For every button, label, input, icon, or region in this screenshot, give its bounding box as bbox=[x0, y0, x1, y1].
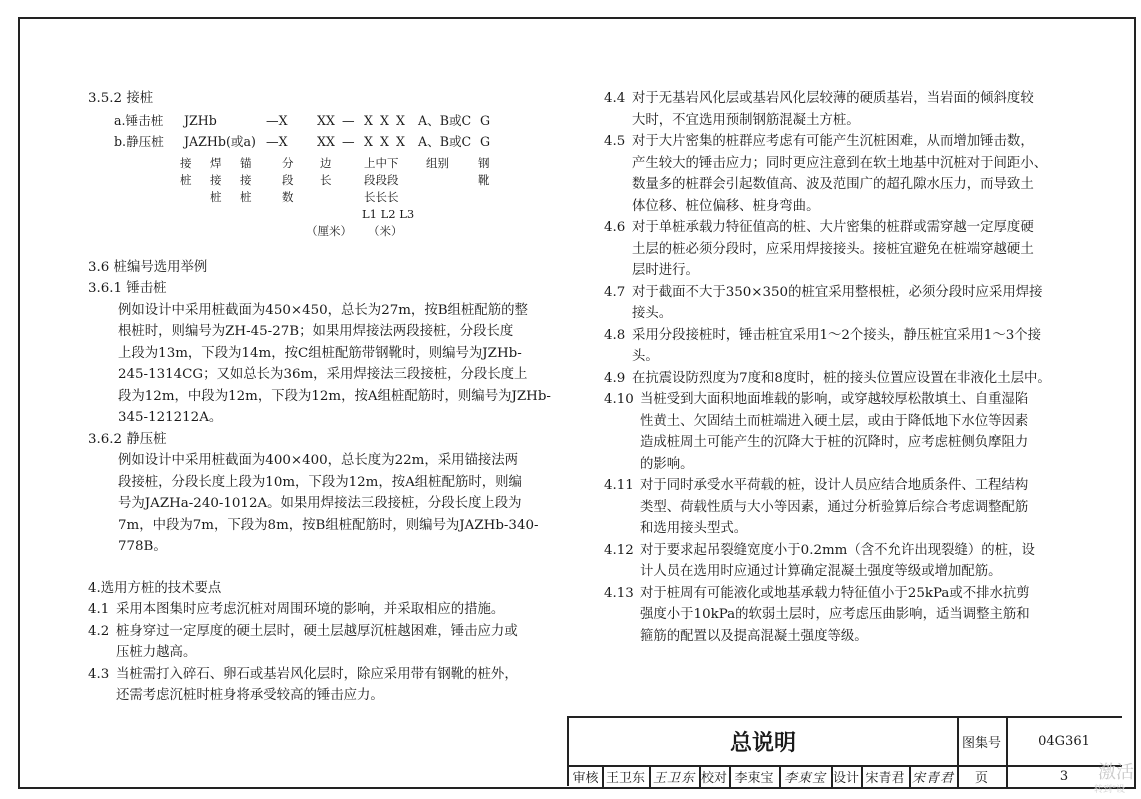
text-line: 大时，不宜选用预制钢筋混凝土方桩。 bbox=[632, 112, 860, 128]
reviewer-name: 王卫东 bbox=[605, 771, 645, 786]
text-line: 例如设计中采用桩截面为450×450，总长为27m，按B组桩配筋的整 bbox=[118, 302, 528, 318]
code-side-a: XX bbox=[317, 112, 335, 128]
reviewer-signature: 王卫东 bbox=[652, 771, 695, 786]
code-legend-row-4 bbox=[88, 204, 528, 221]
section-3-6-title: 3.6 桩编号选用举例 bbox=[88, 259, 208, 275]
text-line: 造成桩周土可能产生的沉降大于桩的沉降时，应考虑桩侧负摩阻力 bbox=[640, 435, 1029, 450]
text-line: 体位移、桩位偏移、桩身弯曲。 bbox=[632, 198, 820, 214]
code-label-a: a.锤击桩 bbox=[114, 112, 164, 128]
clause-4-7 bbox=[604, 282, 1044, 325]
text-line: 段为12m，中段为12m，下段为12m，按A组桩配筋时，则编号为JZHb- bbox=[118, 388, 551, 404]
clause-number: 4.4 bbox=[604, 91, 626, 106]
pile-code-row-b bbox=[88, 131, 528, 153]
clause-4-1 bbox=[88, 599, 528, 621]
clause-number: 4.11 bbox=[604, 478, 634, 493]
section-4-title: 4.选用方桩的技术要点 bbox=[88, 580, 222, 596]
text-line: 接头。 bbox=[632, 306, 673, 321]
text-line: 245-1314CG；又如总长为36m，采用焊接法三段接桩，分段长度上 bbox=[118, 367, 528, 382]
text-line: 强度小于10kPa的软弱土层时，应考虑压曲影响，适当调整主筋和 bbox=[640, 607, 1030, 622]
legend-text: 接 bbox=[210, 172, 222, 187]
legend-text: 段 bbox=[282, 172, 294, 187]
clause-4-12 bbox=[604, 540, 1044, 583]
atlas-label: 图集号 bbox=[961, 736, 1001, 751]
checker-signature: 李束宝 bbox=[783, 771, 826, 786]
clause-number: 4.9 bbox=[604, 370, 626, 386]
legend-text: 段段段 bbox=[364, 172, 399, 187]
clause-number: 4.13 bbox=[604, 585, 634, 601]
code-l2-a: X bbox=[380, 112, 389, 128]
code-legend-row-2 bbox=[88, 170, 528, 187]
code-group-b: A、B或C bbox=[418, 134, 472, 149]
checker-name: 李束宝 bbox=[734, 771, 774, 786]
section-3-6-2-title: 3.6.2 静压桩 bbox=[88, 431, 167, 447]
text-line: 采用分段接桩时，锤击桩宜采用1～2个接头，静压桩宜采用1～3个接 bbox=[632, 327, 1042, 343]
legend-text: L1 L2 L3 bbox=[362, 206, 415, 221]
code-joint-count-b: —X bbox=[266, 134, 288, 149]
code-shoe-a: G bbox=[480, 112, 491, 128]
text-line: 对于要求起吊裂缝宽度小于0.2mm（含不允许出现裂缝）的桩，设 bbox=[640, 542, 1035, 558]
code-side-b: XX bbox=[317, 134, 335, 149]
legend-text: 锚 bbox=[240, 155, 252, 170]
text-line: 根桩时，则编号为ZH-45-27B；如果用焊接法两段接桩，分段长度 bbox=[118, 324, 514, 339]
legend-text: 接 bbox=[240, 172, 252, 187]
clause-number: 4.5 bbox=[604, 134, 626, 149]
text-line: 采用本图集时应考虑沉桩对周围环境的影响，并采取相应的措施。 bbox=[116, 602, 505, 617]
legend-text: 靴 bbox=[478, 172, 490, 187]
clause-number: 4.2 bbox=[88, 623, 110, 639]
legend-text: 桩 bbox=[180, 172, 192, 187]
text-line: 例如设计中采用桩截面为400×400，总长度为22m，采用锚接法两 bbox=[118, 453, 519, 468]
text-line: 类型、荷载性质与大小等因素，通过分析验算后综合考虑调整配筋 bbox=[640, 499, 1029, 515]
unit-cm: （厘米） bbox=[306, 223, 352, 238]
unit-m: （米） bbox=[368, 223, 403, 238]
text-line: 的影响。 bbox=[640, 456, 694, 472]
clause-4-10 bbox=[604, 389, 1044, 475]
text-line: 层时进行。 bbox=[632, 263, 699, 278]
clause-number: 4.10 bbox=[604, 392, 634, 407]
text-line: 土层的桩必须分段时，应采用焊接接头。接桩宜避免在桩端穿越硬土 bbox=[632, 241, 1034, 257]
clause-number: 4.1 bbox=[88, 602, 110, 617]
text-line: 当桩需打入碎石、卵石或基岩风化层时，除应采用带有钢靴的桩外， bbox=[116, 666, 518, 682]
text-line: 压桩力越高。 bbox=[116, 645, 197, 660]
review-label: 审核 bbox=[572, 771, 599, 786]
clause-number: 4.3 bbox=[88, 666, 110, 682]
activation-watermark: 激活 bbox=[1098, 762, 1134, 783]
text-line: 还需考虑沉桩时桩身将承受较高的锤击应力。 bbox=[116, 688, 384, 703]
code-joint-count-a: —X bbox=[266, 112, 288, 128]
text-line: 7m，中段为7m，下段为8m，按B组桩配筋时，则编号为JAZHb-340- bbox=[118, 517, 539, 533]
text-line: 段接桩，分段长度上段为10m，下段为12m，按A组桩配筋时，则编 bbox=[118, 474, 522, 490]
code-dash-a: — bbox=[342, 112, 355, 128]
code-shoe-b: G bbox=[480, 134, 491, 149]
code-l2-b: X bbox=[380, 134, 389, 149]
legend-text: 数 bbox=[282, 189, 294, 204]
legend-text: 焊 bbox=[210, 155, 222, 170]
legend-text: 钢 bbox=[478, 155, 490, 170]
page-number: 3 bbox=[1059, 769, 1069, 784]
code-l3-b: X bbox=[396, 134, 405, 149]
clause-number: 4.12 bbox=[604, 542, 634, 558]
activation-watermark-sub: 转到"设 bbox=[1094, 785, 1126, 795]
text-line: 在抗震设防烈度为7度和8度时，桩的接头位置应设置在非液化土层中。 bbox=[632, 370, 1051, 386]
clause-4-5 bbox=[604, 131, 1048, 217]
legend-text: 长长长 bbox=[364, 189, 399, 204]
clause-4-4 bbox=[604, 88, 1044, 131]
legend-text: 长 bbox=[320, 172, 332, 187]
code-l1-a: X bbox=[364, 112, 373, 128]
legend-text: 组别 bbox=[426, 155, 449, 170]
section-3-6-1-title: 3.6.1 锤击桩 bbox=[88, 281, 167, 296]
legend-text: 桩 bbox=[210, 189, 222, 204]
legend-text: 桩 bbox=[240, 189, 252, 204]
text-line: 性黄土、欠固结土而桩端进入硬土层，或由于降低地下水位等因素 bbox=[640, 413, 1029, 429]
clause-number: 4.8 bbox=[604, 327, 626, 343]
pile-code-row-a bbox=[88, 110, 528, 132]
text-line: 778B。 bbox=[118, 539, 167, 554]
left-column bbox=[88, 88, 551, 707]
clause-4-9 bbox=[604, 368, 1051, 390]
drawing-title: 总说明 bbox=[729, 731, 796, 756]
clause-4-8 bbox=[604, 325, 1044, 368]
code-units-row bbox=[88, 221, 528, 243]
text-line: 上段为13m，下段为14m，按C组桩配筋带钢靴时，则编号为JZHb- bbox=[118, 345, 522, 361]
code-dash-b: — bbox=[342, 134, 355, 149]
code-label-b: b.静压桩 bbox=[114, 134, 164, 149]
clause-4-2 bbox=[88, 621, 528, 664]
text-line: 号为JAZHa-240-1012A。如果用焊接法三段接桩，分段长度上段为 bbox=[118, 496, 522, 511]
text-line: 当桩受到大面积地面堆载的影响，或穿越较厚松散填土、自重湿陷 bbox=[640, 392, 1029, 407]
text-line: 产生较大的锤击应力；同时更应注意到在软土地基中沉桩对于间距小、 bbox=[632, 155, 1048, 171]
right-column bbox=[604, 88, 1051, 647]
clause-number: 4.6 bbox=[604, 220, 626, 235]
section-3-5-2-title: 3.5.2 接桩 bbox=[88, 91, 154, 106]
clause-4-13 bbox=[604, 583, 1044, 648]
page-label: 页 bbox=[974, 771, 988, 786]
code-l3-a: X bbox=[396, 112, 405, 128]
text-line: 对于截面不大于350×350的桩宜采用整根桩，必须分段时应采用焊接 bbox=[632, 284, 1043, 300]
title-block bbox=[567, 716, 1122, 786]
text-line: 对于单桩承载力特征值高的桩、大片密集的桩群或需穿越一定厚度硬 bbox=[632, 220, 1034, 235]
clause-number: 4.7 bbox=[604, 284, 626, 300]
legend-text: 边 bbox=[320, 155, 332, 170]
section-3-6-1-body bbox=[88, 300, 551, 429]
text-line: 对于无基岩风化层或基岩风化层较薄的硬质基岩，当岩面的倾斜度较 bbox=[632, 91, 1034, 106]
atlas-number: 04G361 bbox=[1038, 734, 1090, 749]
clause-4-3 bbox=[88, 664, 528, 707]
design-label: 设计 bbox=[832, 771, 859, 786]
designer-name: 宋青君 bbox=[865, 771, 905, 786]
code-legend-row-1 bbox=[88, 153, 528, 170]
text-line: 和选用接头型式。 bbox=[640, 521, 748, 536]
legend-text: 分 bbox=[282, 155, 294, 170]
text-line: 数量多的桩群会引起数值高、波及范围广的超孔隙水压力，而导致土 bbox=[632, 177, 1034, 192]
code-group-a: A、B或C bbox=[418, 112, 472, 128]
text-line: 头。 bbox=[632, 349, 659, 364]
text-line: 对于同时承受水平荷载的桩，设计人员应结合地质条件、工程结构 bbox=[640, 478, 1029, 493]
code-prefix-b: JAZHb(或a) bbox=[184, 134, 256, 149]
text-line: 桩身穿过一定厚度的硬土层时，硬土层越厚沉桩越困难，锤击应力或 bbox=[116, 623, 518, 639]
designer-signature: 宋青君 bbox=[911, 771, 954, 786]
clause-4-6 bbox=[604, 217, 1044, 282]
code-prefix-a: JZHb bbox=[184, 112, 217, 128]
check-label: 校对 bbox=[700, 771, 727, 786]
text-line: 对于大片密集的桩群应考虑有可能产生沉桩困难，从而增加锤击数， bbox=[632, 134, 1034, 149]
code-l1-b: X bbox=[364, 134, 373, 149]
clause-4-11 bbox=[604, 475, 1044, 540]
text-line: 345-121212A。 bbox=[118, 410, 223, 425]
text-line: 计人员在选用时应通过计算确定混凝土强度等级或增加配筋。 bbox=[640, 564, 1002, 579]
code-legend-row-3 bbox=[88, 187, 528, 204]
text-line: 对于桩周有可能液化或地基承载力特征值小于25kPa或不排水抗剪 bbox=[640, 585, 1030, 601]
section-3-6-2-body bbox=[88, 450, 539, 558]
legend-text: 上中下 bbox=[364, 155, 399, 170]
text-line: 箍筋的配置以及提高混凝土强度等级。 bbox=[640, 628, 868, 644]
legend-text: 接 bbox=[180, 155, 192, 170]
